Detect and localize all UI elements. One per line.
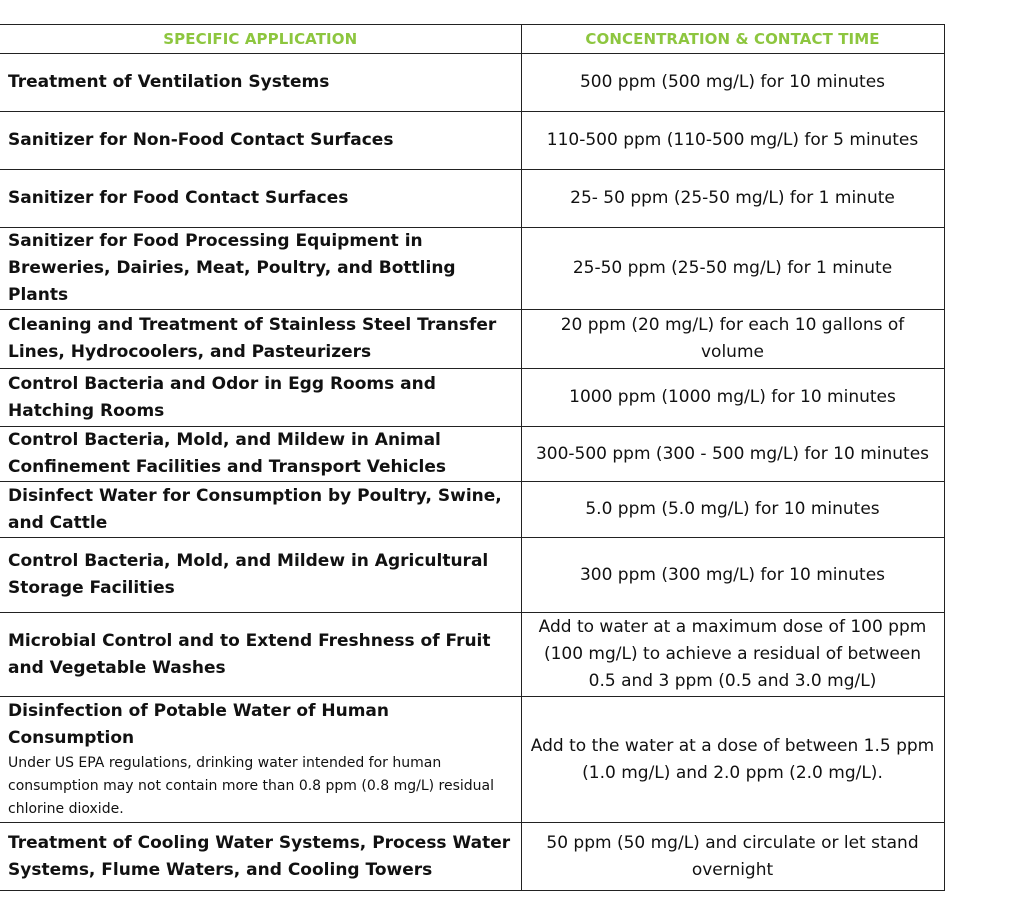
application-cell: Microbial Control and to Extend Freshness of Fruit and Vegetable Washes — [0, 613, 521, 697]
table-row — [0, 310, 944, 369]
concentration-cell: 20 ppm (20 mg/L) for each 10 gallons of volume — [521, 310, 944, 369]
application-cell: Treatment of Cooling Water Systems, Process Water Systems, Flume Waters, and Cooling Towers — [0, 823, 521, 891]
concentration-cell: 300-500 ppm (300 - 500 mg/L) for 10 minutes — [521, 427, 944, 482]
concentration-cell: 25- 50 ppm (25-50 mg/L) for 1 minute — [521, 170, 944, 228]
header-specific-application: SPECIFIC APPLICATION — [0, 25, 521, 54]
table-row — [0, 228, 944, 310]
table-row — [0, 427, 944, 482]
concentration-cell: 50 ppm (50 mg/L) and circulate or let stand overnight — [521, 823, 944, 891]
application-table — [0, 24, 945, 891]
table-row — [0, 112, 944, 170]
application-cell: Cleaning and Treatment of Stainless Steel Transfer Lines, Hydrocoolers, and Pasteurizers — [0, 310, 521, 369]
application-cell — [0, 697, 521, 823]
table-row — [0, 613, 944, 697]
concentration-cell: 25-50 ppm (25-50 mg/L) for 1 minute — [521, 228, 944, 310]
table-row — [0, 54, 944, 112]
application-cell: Sanitizer for Food Contact Surfaces — [0, 170, 521, 228]
concentration-cell: 500 ppm (500 mg/L) for 10 minutes — [521, 54, 944, 112]
concentration-cell: Add to the water at a dose of between 1.5 ppm (1.0 mg/L) and 2.0 ppm (2.0 mg/L). — [521, 697, 944, 823]
application-title: Disinfection of Potable Water of Human Consumption — [8, 701, 390, 748]
application-cell: Treatment of Ventilation Systems — [0, 54, 521, 112]
header-concentration-contact-time: CONCENTRATION & CONTACT TIME — [521, 25, 944, 54]
application-cell: Control Bacteria, Mold, and Mildew in Agricultural Storage Facilities — [0, 538, 521, 613]
concentration-cell: 300 ppm (300 mg/L) for 10 minutes — [521, 538, 944, 613]
table-row — [0, 369, 944, 427]
table-header-row — [0, 25, 944, 54]
concentration-cell: Add to water at a maximum dose of 100 ppm (100 mg/L) to achieve a residual of between 0.5 and 3 ppm (0.5 and 3.0 mg/L) — [521, 613, 944, 697]
application-note: Under US EPA regulations, drinking water intended for human consumption may not contain more than 0.8 ppm (0.8 mg/L) residual chlorine dioxide. — [8, 755, 495, 817]
table-row — [0, 823, 944, 891]
table-row — [0, 482, 944, 538]
application-cell: Control Bacteria and Odor in Egg Rooms and Hatching Rooms — [0, 369, 521, 427]
application-cell: Control Bacteria, Mold, and Mildew in Animal Confinement Facilities and Transport Vehicles — [0, 427, 521, 482]
application-cell: Disinfect Water for Consumption by Poultry, Swine, and Cattle — [0, 482, 521, 538]
concentration-cell: 110-500 ppm (110-500 mg/L) for 5 minutes — [521, 112, 944, 170]
concentration-cell: 5.0 ppm (5.0 mg/L) for 10 minutes — [521, 482, 944, 538]
table-row — [0, 538, 944, 613]
concentration-cell: 1000 ppm (1000 mg/L) for 10 minutes — [521, 369, 944, 427]
application-cell: Sanitizer for Food Processing Equipment in Breweries, Dairies, Meat, Poultry, and Bottling Plants — [0, 228, 521, 310]
application-cell: Sanitizer for Non-Food Contact Surfaces — [0, 112, 521, 170]
table-row — [0, 697, 944, 823]
table-row — [0, 170, 944, 228]
